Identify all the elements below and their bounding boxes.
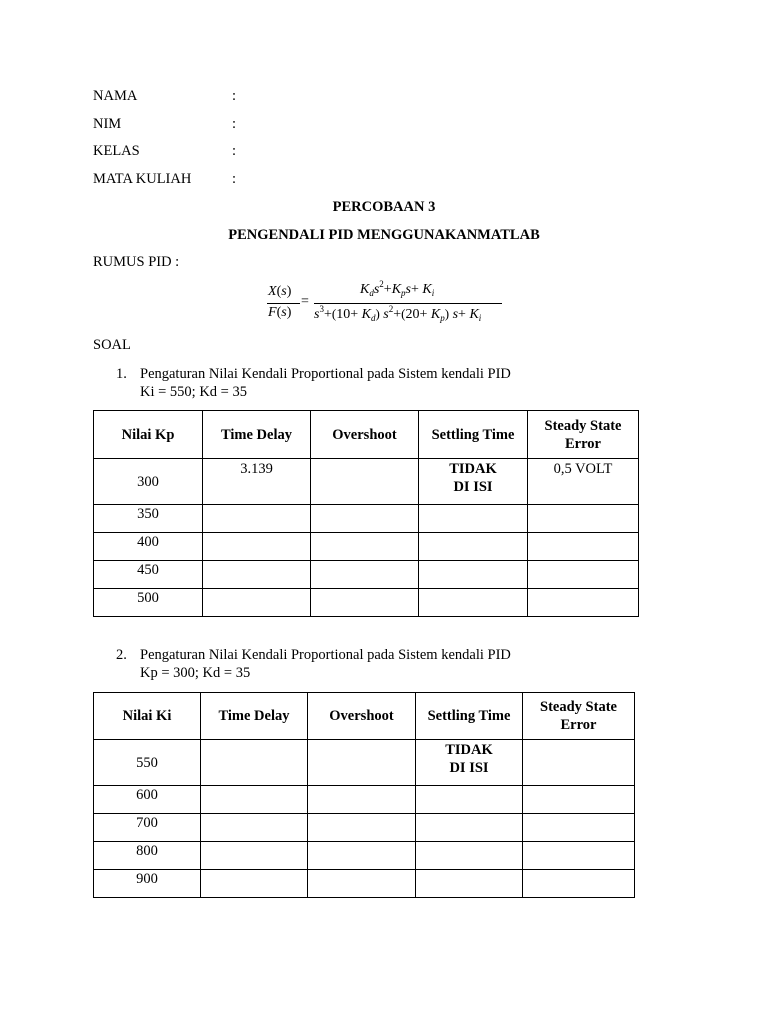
table-cell [528,561,639,589]
formula-lhs-fraction-bar [267,303,300,304]
question-2-number: 2. [116,647,127,663]
table-cell [311,505,419,533]
table-cell: TIDAK DI ISI [419,459,528,505]
question-2-table [93,692,635,898]
table-cell [201,870,308,898]
table-cell [311,459,419,505]
question-2-text: Pengaturan Nilai Kendali Proportional pada Sistem kendali PID [140,647,511,663]
table-row [94,505,639,533]
table-cell [311,561,419,589]
table-cell [201,842,308,870]
table-cell [308,842,416,870]
table-cell [528,505,639,533]
table-row [94,561,639,589]
table-row [94,740,635,786]
question-1-number: 1. [116,366,127,382]
table-row [94,814,635,842]
table-cell: 700 [94,814,201,842]
formula-lhs-denominator: F(s) [268,305,292,320]
table-header-cell: Time Delay [203,411,311,459]
rumus-pid-label: RUMUS PID : [93,254,180,270]
table-cell [203,533,311,561]
table-row [94,589,639,617]
table-row [94,786,635,814]
table-cell [419,589,528,617]
table-cell [203,589,311,617]
table-header-cell: Time Delay [201,693,308,740]
table-cell [308,870,416,898]
table-cell [416,786,523,814]
table-row [94,459,639,505]
table-cell: 900 [94,870,201,898]
table-cell [311,533,419,561]
field-nama-separator: : [232,88,237,104]
table-header-cell: Steady State Error [523,693,635,740]
table-cell [308,786,416,814]
table-cell: 600 [94,786,201,814]
table-row [94,533,639,561]
table-cell [201,786,308,814]
table-row [94,870,635,898]
pid-transfer-function [265,279,505,328]
field-nim-label: NIM [93,116,122,132]
table-cell: 450 [94,561,203,589]
formula-equals-sign: = [301,294,309,309]
experiment-title: PERCOBAAN 3 [332,199,436,215]
table-header-cell: Settling Time [416,693,523,740]
table-cell: 3.139 [203,459,311,505]
table-cell [201,814,308,842]
table-header-cell: Steady State Error [528,411,639,459]
field-kelas-separator: : [232,143,237,159]
table-cell: 800 [94,842,201,870]
field-nama-label: NAMA [93,88,138,104]
field-nim-separator: : [232,116,237,132]
table-cell [523,870,635,898]
field-mata-kuliah-label: MATA KULIAH [93,171,192,187]
table-header-cell: Nilai Kp [94,411,203,459]
table-cell [523,814,635,842]
table-cell: 300 [94,459,203,505]
formula-rhs-numerator: $K_ds^2+K_ps+ K_i$ [360,279,435,298]
soal-label: SOAL [93,337,131,353]
table-cell [416,870,523,898]
question-1-table [93,410,639,617]
table-cell [416,814,523,842]
table-cell [308,814,416,842]
experiment-subtitle: PENGENDALI PID MENGGUNAKANMATLAB [228,227,540,243]
table-cell [523,740,635,786]
table-cell [416,842,523,870]
table-cell [419,533,528,561]
table-cell: 500 [94,589,203,617]
table-cell [201,740,308,786]
table-header-cell: Settling Time [419,411,528,459]
field-kelas-label: KELAS [93,143,140,159]
question-1-params: Ki = 550; Kd = 35 [140,384,247,400]
table-header-cell: Overshoot [308,693,416,740]
formula-rhs-denominator: $s^3+(10+ K_d)$ $s^2+(20+ K_p)$ $s+ K_i$ [314,304,482,323]
table-cell [308,740,416,786]
table-cell [523,786,635,814]
table-cell: 350 [94,505,203,533]
formula-rhs-fraction-bar [314,303,502,304]
table-cell [203,505,311,533]
table-header-cell: Overshoot [311,411,419,459]
table-cell [528,589,639,617]
table-cell [419,505,528,533]
table-cell [311,589,419,617]
table-cell: 0,5 VOLT [528,459,639,505]
table-cell [203,561,311,589]
table-cell [523,842,635,870]
field-mata-kuliah-separator: : [232,171,237,187]
table-row [94,842,635,870]
formula-lhs-numerator: X(s) [268,284,292,299]
table-cell: 400 [94,533,203,561]
table-cell [419,561,528,589]
table-cell: 550 [94,740,201,786]
table-cell [528,533,639,561]
table-header-cell: Nilai Ki [94,693,201,740]
question-2-params: Kp = 300; Kd = 35 [140,665,251,681]
question-1-text: Pengaturan Nilai Kendali Proportional pada Sistem kendali PID [140,366,511,382]
table-cell: TIDAK DI ISI [416,740,523,786]
